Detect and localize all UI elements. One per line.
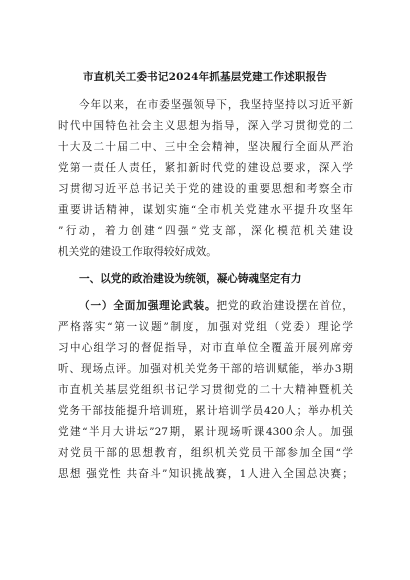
subsection-line-6: 党务干部技能提升培训班，累计培训学员420人；举办机关	[58, 405, 353, 417]
subsection-line-8: 对党员干部的思想教育，组织机关党员干部参加全国“学	[58, 447, 353, 459]
subsection-line-2: 严格落实“第一议题”制度，加强对党组（党委）理论学	[58, 321, 353, 333]
document-title: 市直机关工委书记2024年抓基层党建工作述职报告	[82, 71, 328, 83]
subsection-line-7: 党建“半月大讲坛”27期，累计现场听课4300余人。加强	[58, 426, 353, 438]
intro-line-5: 习贯彻习近平总书记关于党的建设的重要思想和考察全市	[58, 183, 353, 195]
subsection-label: （一）全面加强理论武装。	[79, 300, 217, 312]
subsection-line-3: 习中心组学习的督促指导，对市直单位全覆盖开展列席旁	[58, 342, 353, 354]
subsection-first-line	[79, 298, 353, 314]
subsection-first-line-text: 把党的政治建设摆在首位，	[216, 300, 353, 312]
subsection-line-4: 听、现场点评。加强对机关党务干部的培训赋能，举办3期	[58, 363, 353, 375]
intro-line-4: 党第一责任人责任，紧扣新时代党的建设总要求，深入学	[58, 162, 353, 174]
section-heading: 一、以党的政治建设为统领，凝心铸魂坚定有力	[79, 273, 302, 285]
subsection-line-5: 市直机关基层党组织书记学习贯彻党的二十大精神暨机关	[58, 384, 353, 396]
intro-line-7: ”行动，着力创建“四强”党支部，深化模范机关建设	[58, 225, 353, 237]
subsection-line-9: 思想 强党性 共奋斗”知识挑战赛，1人进入全国总决赛；	[58, 468, 353, 480]
intro-line-8: 机关党的建设工作取得较好成效。	[58, 246, 217, 258]
intro-line-2: 时代中国特色社会主义思想为指导，深入学习贯彻党的二	[58, 120, 353, 132]
intro-line-3: 十大及二十届二中、三中全会精神，坚决履行全面从严治	[58, 141, 353, 153]
intro-line-6: 重要讲话精神，谋划实施“全市机关党建水平提升攻坚年	[58, 204, 353, 216]
intro-line-1: 今年以来，在市委坚强领导下，我坚持坚持以习近平新	[79, 99, 353, 111]
